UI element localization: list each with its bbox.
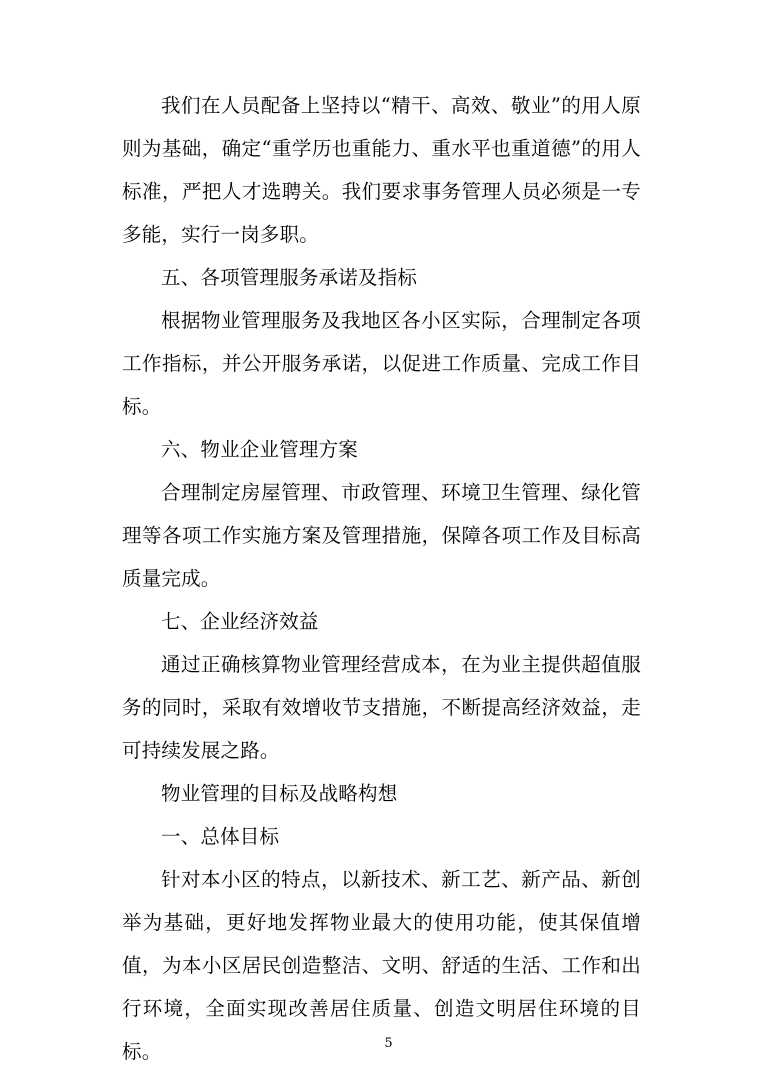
page-number: 5	[384, 1036, 393, 1051]
document-body	[122, 84, 641, 1073]
heading-section-six: 六、物业企业管理方案	[161, 438, 359, 461]
heading-management-goals: 物业管理的目标及战略构想	[161, 782, 398, 805]
paragraph-section-five-body: 根据物业管理服务及我地区各小区实际，合理制定各项工作指标，并公开服务承诺，以促进工作质量、完成工作目标。	[122, 309, 641, 418]
paragraph-section-six-body: 合理制定房屋管理、市政管理、环境卫生管理、绿化管理等各项工作实施方案及管理措施，保障各项工作及目标高质量完成。	[122, 481, 641, 590]
paragraph-staffing-principles: 我们在人员配备上坚持以“精干、高效、敬业”的用人原则为基础，确定“重学历也重能力、重水平也重道德”的用人标准，严把人才选聘关。我们要求事务管理人员必须是一专多能，实行一岗多职。	[122, 94, 641, 246]
heading-section-five: 五、各项管理服务承诺及指标	[161, 266, 418, 289]
paragraph-section-seven-body: 通过正确核算物业管理经营成本，在为业主提供超值服务的同时，采取有效增收节支措施，不断提高经济效益，走可持续发展之路。	[122, 653, 641, 762]
heading-subsection-one: 一、总体目标	[161, 825, 280, 848]
paragraph-subsection-one-body: 针对本小区的特点，以新技术、新工艺、新产品、新创举为基础，更好地发挥物业最大的使用功能，使其保值增值，为本小区居民创造整洁、文明、舒适的生活、工作和出行环境，全面实现改善居住质量、创造文明居住环境的目标。	[122, 868, 641, 1063]
heading-section-seven: 七、企业经济效益	[161, 610, 319, 633]
